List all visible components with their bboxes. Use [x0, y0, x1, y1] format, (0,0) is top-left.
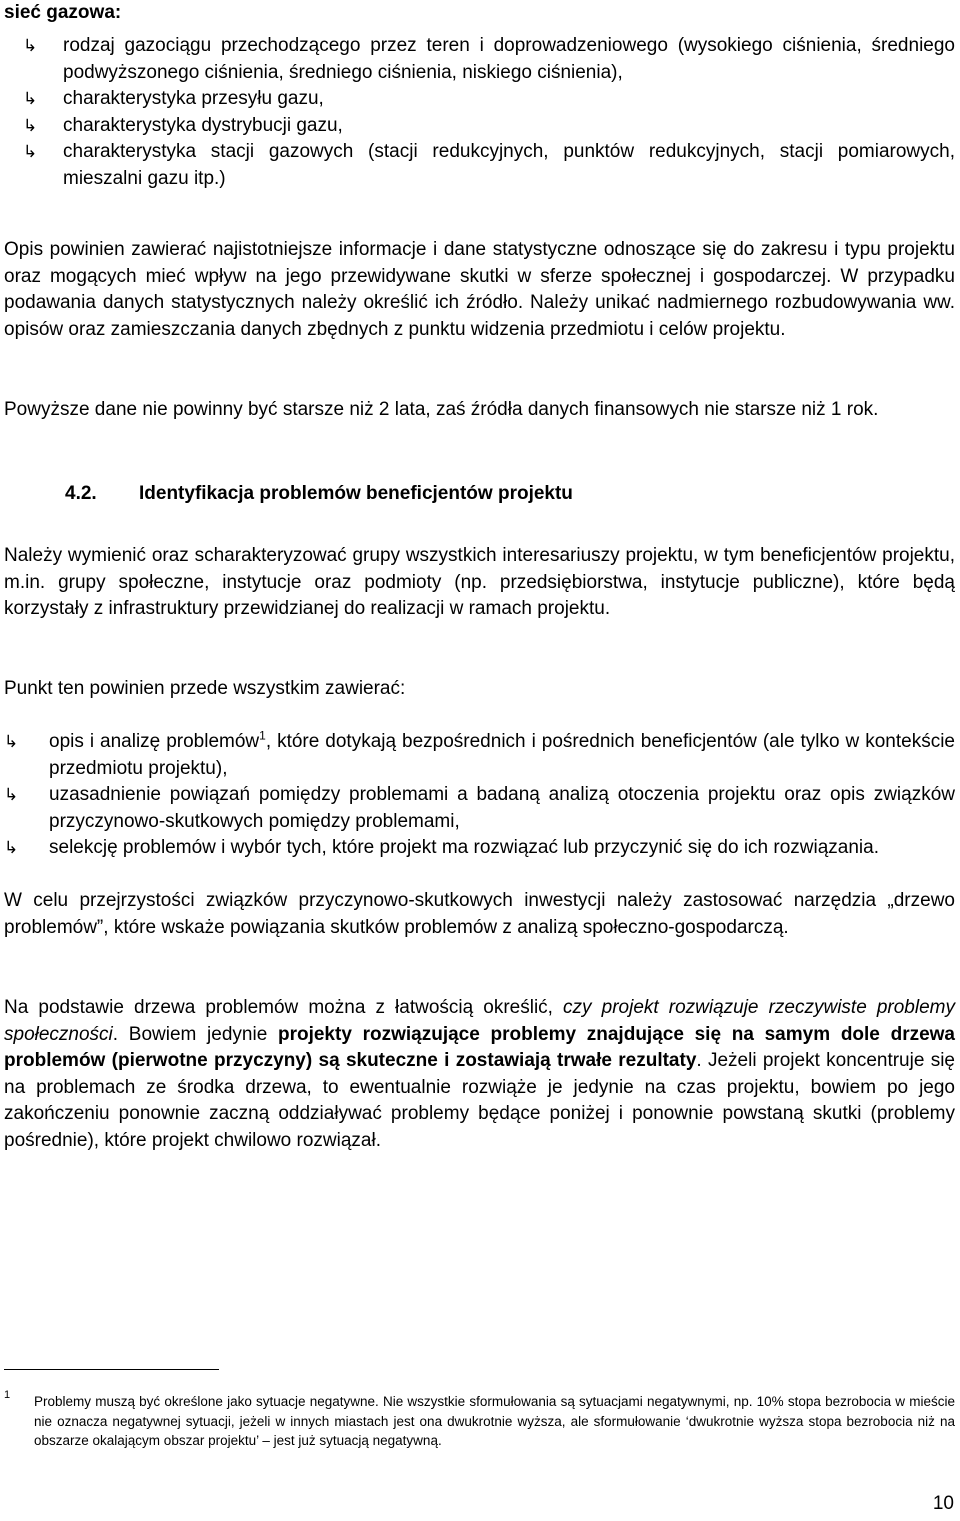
page-number: 10 — [932, 1493, 954, 1514]
contain-list — [4, 729, 955, 862]
list-item: ↳ charakterystyka stacji gazowych (stacji redukcyjnych, punktów redukcyjnych, stacji pomiarowych, mieszalni gazu itp.) — [23, 141, 955, 189]
arrow-bullet-icon: ↳ — [23, 36, 38, 56]
section-title: Identyfikacja problemów beneficjentów projektu — [139, 483, 573, 504]
footnote-mark: 1 — [4, 1389, 11, 1401]
footnote — [4, 1389, 955, 1451]
description-paragraph: Opis powinien zawierać najistotniejsze informacje i dane statystyczne odnoszące się do zakresu i typu projektu oraz mogących mieć wpływ na jego przewidywane skutki w sferze społecznej i gospodarczej. W przypadku podawania danych statystycznych należy określić ich źródło. Należy unikać nadmiernego rozbudowywania ww. opisów oraz zamieszczania danych zbędnych z punktu widzenia przedmiotu i celów projektu. — [4, 239, 955, 340]
arrow-bullet-icon: ↳ — [4, 838, 19, 858]
list-item: ↳ charakterystyka dystrybucji gazu, — [4, 113, 955, 140]
should-contain-paragraph: Punkt ten powinien przede wszystkim zawierać: — [4, 678, 406, 699]
data-age-paragraph: Powyższe dane nie powinny być starsze niż 2 lata, zaś źródła danych finansowych nie starsze niż 1 rok. — [4, 399, 879, 420]
footnote-separator — [4, 1369, 219, 1370]
list-item: ↳ charakterystyka przesyłu gazu, — [4, 86, 955, 113]
arrow-bullet-icon: ↳ — [23, 115, 38, 136]
arrow-bullet-icon: ↳ — [23, 89, 38, 109]
problem-tree-paragraph: W celu przejrzystości związków przyczynowo-skutkowych inwestycji należy zastosować narzędzia „drzewo problemów”, które wskaże powiązania skutków problemów z analizą społeczno-gospodarczą. — [4, 890, 955, 938]
gas-network-heading: sieć gazowa: — [4, 2, 122, 23]
section-number: 4.2. — [65, 483, 97, 504]
arrow-bullet-icon: ↳ — [23, 142, 38, 162]
arrow-bullet-icon: ↳ — [4, 732, 19, 752]
list-item: ↳ selekcję problemów i wybór tych, które projekt ma rozwiązać lub przyczynić się do ich rozwiązania. — [4, 835, 955, 862]
identify-paragraph: Należy wymienić oraz scharakteryzować grupy wszystkich interesariuszy projektu, w tym beneficjentów projektu, m.in. grupy społeczne, instytucje oraz podmioty (np. przedsiębiorstwa, instytucje publiczne), które będą korzystały z infrastruktury przewidzianej do realizacji w ramach projektu. — [4, 545, 955, 619]
list-item: ↳ uzasadnienie powiązań pomiędzy problemami a badaną analizą otoczenia projektu oraz opis związków przyczynowo-skutkowych pomiędzy problemami, — [4, 784, 955, 832]
list-item: ↳ rodzaj gazociągu przechodzącego przez teren i doprowadzeniowego (wysokiego ciśnienia, średniego podwyższonego ciśnienia, średniego ciśnienia, niskiego ciśnienia), — [23, 35, 955, 83]
arrow-bullet-icon: ↳ — [4, 785, 19, 805]
footnote-text: Problemy muszą być określone jako sytuacje negatywne. Nie wszystkie sformułowania są sytuacjami negatywnymi, np. 10% stopa bezrobocia w mieście nie oznacza negatywnej sytuacji, jeżeli w innych miastach jest ona dwukrotnie wyższa, ale sformułowanie ‘dwukrotnie wyższa stopa bezrobocia niż na obszarze okalającym obszar projektu’ – jest już sytuacją negatywną. — [34, 1394, 955, 1448]
list-item: ↳ opis i analizę problemów$^1$, które dotykają bezpośrednich i pośrednich beneficjentów (ale tylko w kontekście przedmiotu projektu), — [4, 728, 955, 779]
gas-network-list — [4, 33, 955, 192]
footnote-reference[interactable]: 1 — [259, 728, 266, 743]
basis-paragraph: Na podstawie drzewa problemów można z łatwością określić, czy projekt rozwiązuje rzeczywiste problemy społeczności. Bowiem jedynie projekty rozwiązujące problemy znajdujące się na samym dole drzewa problemów (pierwotne przyczyny) są skuteczne i zostawiają trwałe rezultaty. Jeżeli projekt koncentruje się na problemach ze środka drzewa, to ewentualnie rozwiąże je jedynie na czas projektu, bowiem po jego zakończeniu ponownie zaczną oddziaływać problemy będące poniżej i ponownie powstaną skutki (problemy pośrednie), które projekt chwilowo rozwiązał. — [4, 997, 955, 1151]
